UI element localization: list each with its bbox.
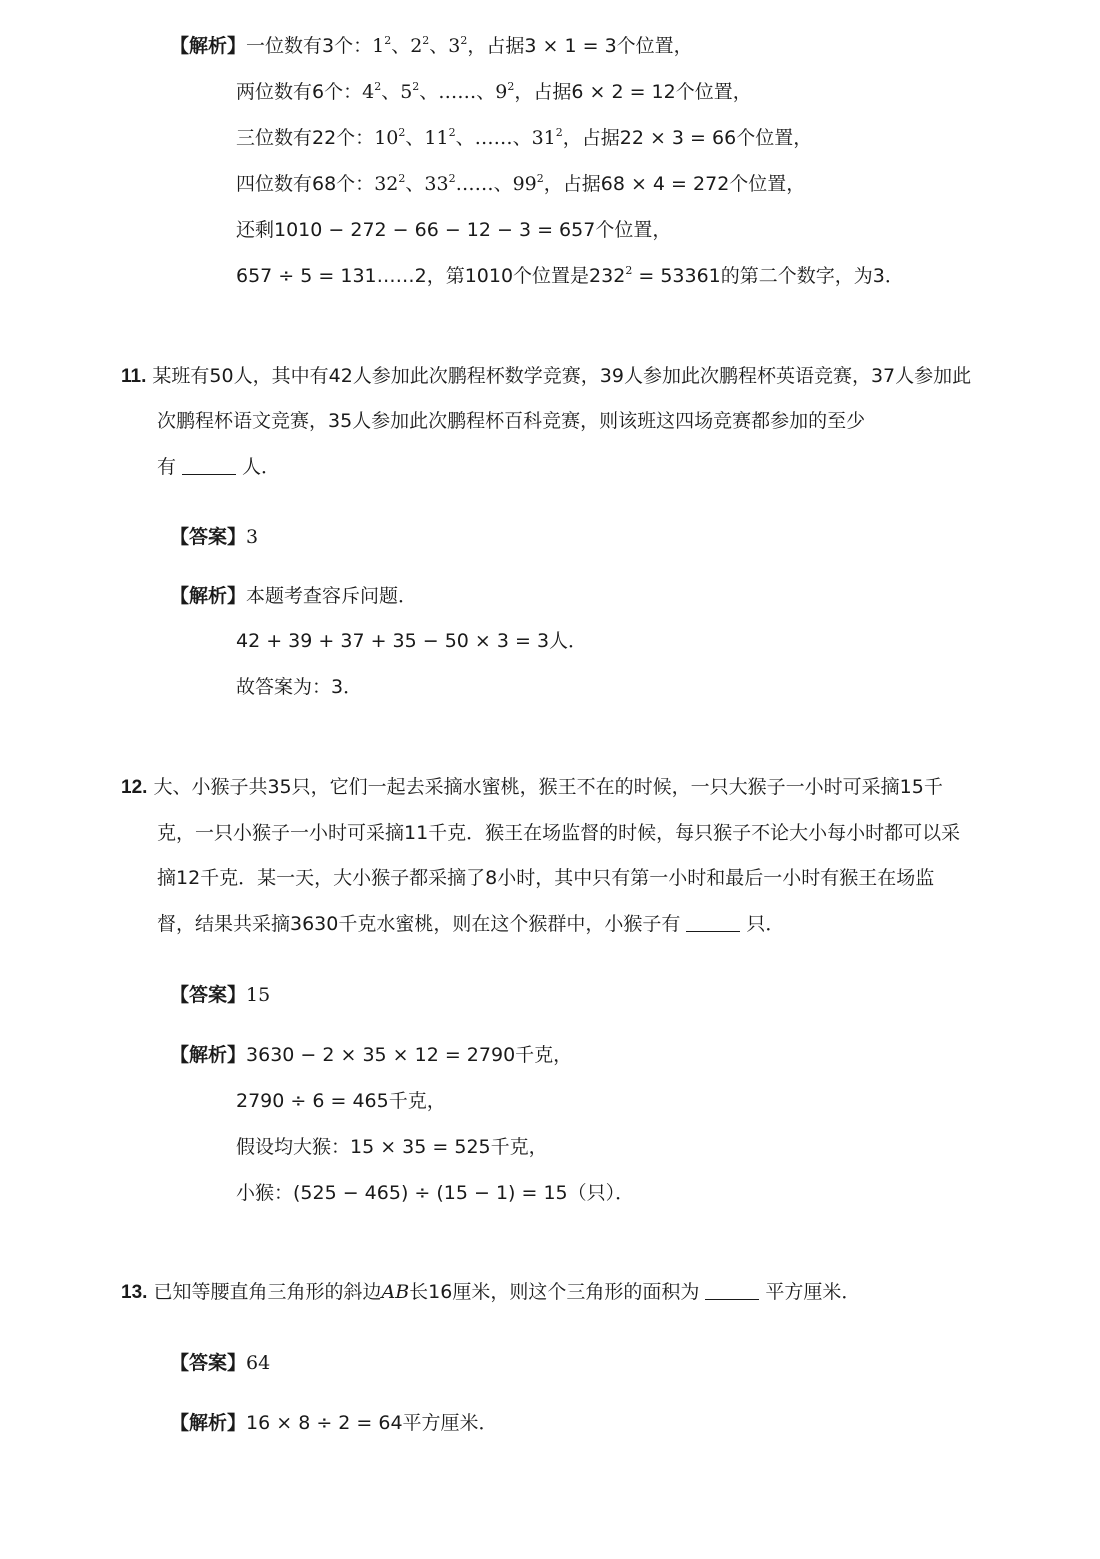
question-13-line-1: 13. 已知等腰直角三角形的斜边AB长16厘米，则这个三角形的面积为 平方厘米． (121, 1281, 861, 1303)
question-11-line-1: 11. 某班有50人，其中有42人参加此次鹏程杯数学竞赛，39人参加此次鹏程杯英语竞赛，37人参加此 (121, 365, 972, 387)
solution-line: 2790 ÷ 6 = 465千克， (236, 1090, 446, 1112)
segment-ab: AB (381, 1281, 410, 1303)
answer-blank (686, 913, 740, 932)
answer-label: 【答案】 (170, 984, 247, 1006)
jiexi-label: 【解析】 (170, 1412, 247, 1434)
solution-line: 【解析】3630 − 2 × 35 × 12 = 2790千克， (170, 1044, 573, 1066)
question-11-line-3: 有 人． (157, 456, 281, 478)
answer-blank (705, 1281, 759, 1300)
solution-line-5: 还剩1010 − 272 − 66 − 12 − 3 = 657个位置， (236, 219, 672, 241)
answer-value: 15 (246, 984, 271, 1006)
jiexi-label: 【解析】 (170, 1044, 247, 1066)
solution-line: 42 + 39 + 37 + 35 − 50 × 3 = 3人． (236, 630, 588, 652)
answer-line (170, 1351, 270, 1375)
question-number: 12. (121, 777, 148, 798)
answer-label: 【答案】 (170, 1352, 247, 1374)
solution-line: 故答案为：3． (236, 676, 363, 698)
answer-blank (182, 456, 236, 475)
solution-line: 【解析】本题考查容斥问题． (170, 585, 418, 607)
jiexi-label: 【解析】 (170, 585, 247, 607)
jiexi-label: 【解析】 (170, 35, 247, 57)
question-number: 11. (121, 366, 147, 387)
question-12-line-3: 摘12千克．某一天，大小猴子都采摘了8小时，其中只有第一小时和最后一小时有猴王在场监 (157, 867, 935, 889)
solution-line-2: 两位数有6个：$4^2$、$5^2$、……、$9^2$，占据6 × 2 = 12个位置， (236, 80, 752, 103)
solution-line-1: 【解析】一位数有3个：$1^2$、$2^2$、$3^2$，占据3 × 1 = 3个位置， (170, 34, 693, 57)
solution-line: 小猴：(525 − 465) ÷ (15 − 1) = 15（只）． (236, 1182, 635, 1204)
answer-value: 64 (246, 1352, 271, 1374)
question-12-line-1: 12. 大、小猴子共35只，它们一起去采摘水蜜桃，猴王不在的时候，一只大猴子一小时可采摘15千 (121, 776, 943, 798)
solution-line-6: 657 ÷ 5 = 131……2，第1010个位置是$232^2 = 53361$的第二个数字，为3． (236, 264, 904, 287)
solution-line: 【解析】16 × 8 ÷ 2 = 64平方厘米． (170, 1412, 498, 1434)
question-11-line-2: 次鹏程杯语文竞赛，35人参加此次鹏程杯百科竞赛，则该班这四场竞赛都参加的至少 (157, 410, 866, 432)
question-number: 13. (121, 1282, 148, 1303)
solution-line-3: 三位数有22个：$10^2$、$11^2$、……、$31^2$，占据22 × 3 = 66个位置， (236, 126, 813, 149)
solution-line-4: 四位数有68个：$32^2$、$33^2\dots\dots$、$99^2$，占据68 × 4 = 272个位置， (236, 172, 806, 195)
answer-label: 【答案】 (170, 526, 247, 548)
question-12-line-4: 督，结果共采摘3630千克水蜜桃，则在这个猴群中，小猴子有 只． (157, 913, 785, 935)
answer-value: 3 (246, 526, 259, 548)
solution-line: 假设均大猴：15 × 35 = 525千克， (236, 1136, 548, 1158)
question-12-line-2: 克，一只小猴子一小时可采摘11千克．猴王在场监督的时候，每只猴子不论大小每小时都可以采 (157, 822, 961, 844)
answer-line (170, 525, 258, 549)
answer-line (170, 983, 270, 1007)
